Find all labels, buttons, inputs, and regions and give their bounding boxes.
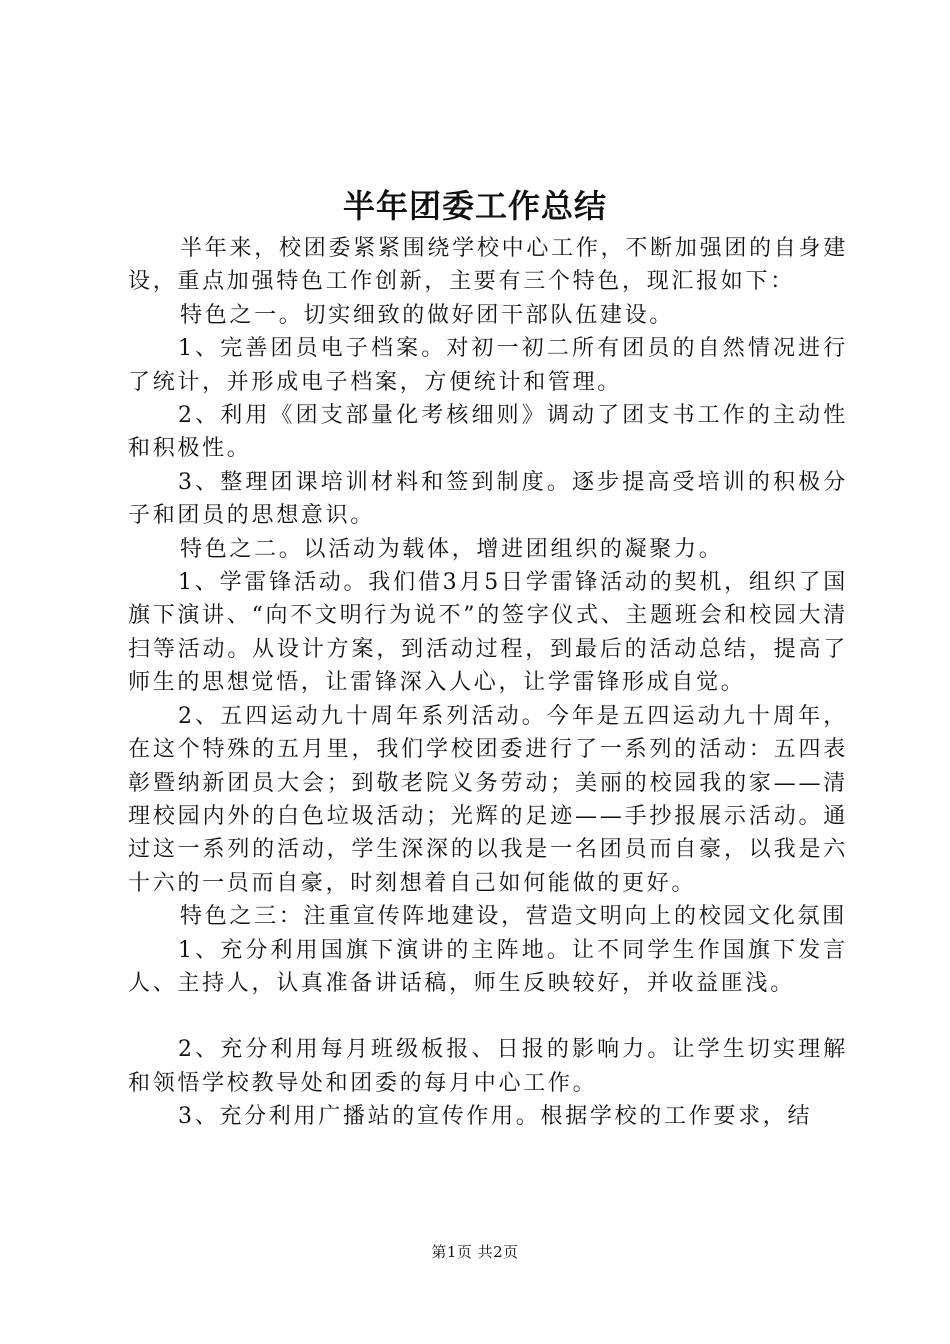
document-body [128,232,848,1134]
feature-one-item-3: 3、整理团课培训材料和签到制度。逐步提高受培训的积极分子和团员的思想意识。 [128,469,848,529]
document-title: 半年团委工作总结 [342,187,607,225]
feature-one-item-2: 2、利用《团支部量化考核细则》调动了团支书工作的主动性和积极性。 [128,403,848,462]
feature-three-item-1: 1、充分利用国旗下演讲的主阵地。让不同学生作国旗下发言人、主持人，认真准备讲话稿，师生反映较好，并收益匪浅。 [128,937,848,996]
paragraph-spacer [128,1000,848,1033]
feature-two-item-1: 1、学雷锋活动。我们借3月5日学雷锋活动的契机，组织了国旗下演讲、“向不文明行为说不”的签字仪式、主题班会和校园大清扫等活动。从设计方案，到活动过程，到最后的活动总结，提高了师生的思想觉悟，让雷锋深入人心，让学雷锋形成自觉。 [128,570,848,696]
feature-three-item-3: 3、充分利用广播站的宣传作用。根据学校的工作要求，结 [178,1104,813,1130]
feature-two-heading: 特色之二。以活动为载体，增进团组织的凝聚力。 [180,536,724,562]
feature-one-item-1: 1、完善团员电子档案。对初一初二所有团员的自然情况进行了统计，并形成电子档案，方便统计和管理。 [128,336,848,395]
feature-three-heading: 特色之三：注重宣传阵地建设，营造文明向上的校园文化氛围 [180,904,847,930]
page-number-footer: 第1页 共2页 [431,1243,519,1261]
feature-two-item-2: 2、五四运动九十周年系列活动。今年是五四运动九十周年，在这个特殊的五月里，我们学校团委进行了一系列的活动：五四表彰暨纳新团员大会；到敬老院义务劳动；美丽的校园我的家——清理校园内外的白色垃圾活动；光辉的足迹——手抄报展示活动。通过这一系列的活动，学生深深的以我是一名团员而自豪，以我是六十六的一员而自豪，时刻想着自己如何能做的更好。 [128,703,848,896]
feature-three-item-2: 2、充分利用每月班级板报、日报的影响力。让学生切实理解和领悟学校教导处和团委的每月中心工作。 [128,1037,848,1096]
feature-one-heading: 特色之一。切实细致的做好团干部队伍建设。 [180,302,675,328]
intro-paragraph: 半年来，校团委紧紧围绕学校中心工作，不断加强团的自身建设，重点加强特色工作创新，主要有三个特色，现汇报如下： [128,236,848,295]
